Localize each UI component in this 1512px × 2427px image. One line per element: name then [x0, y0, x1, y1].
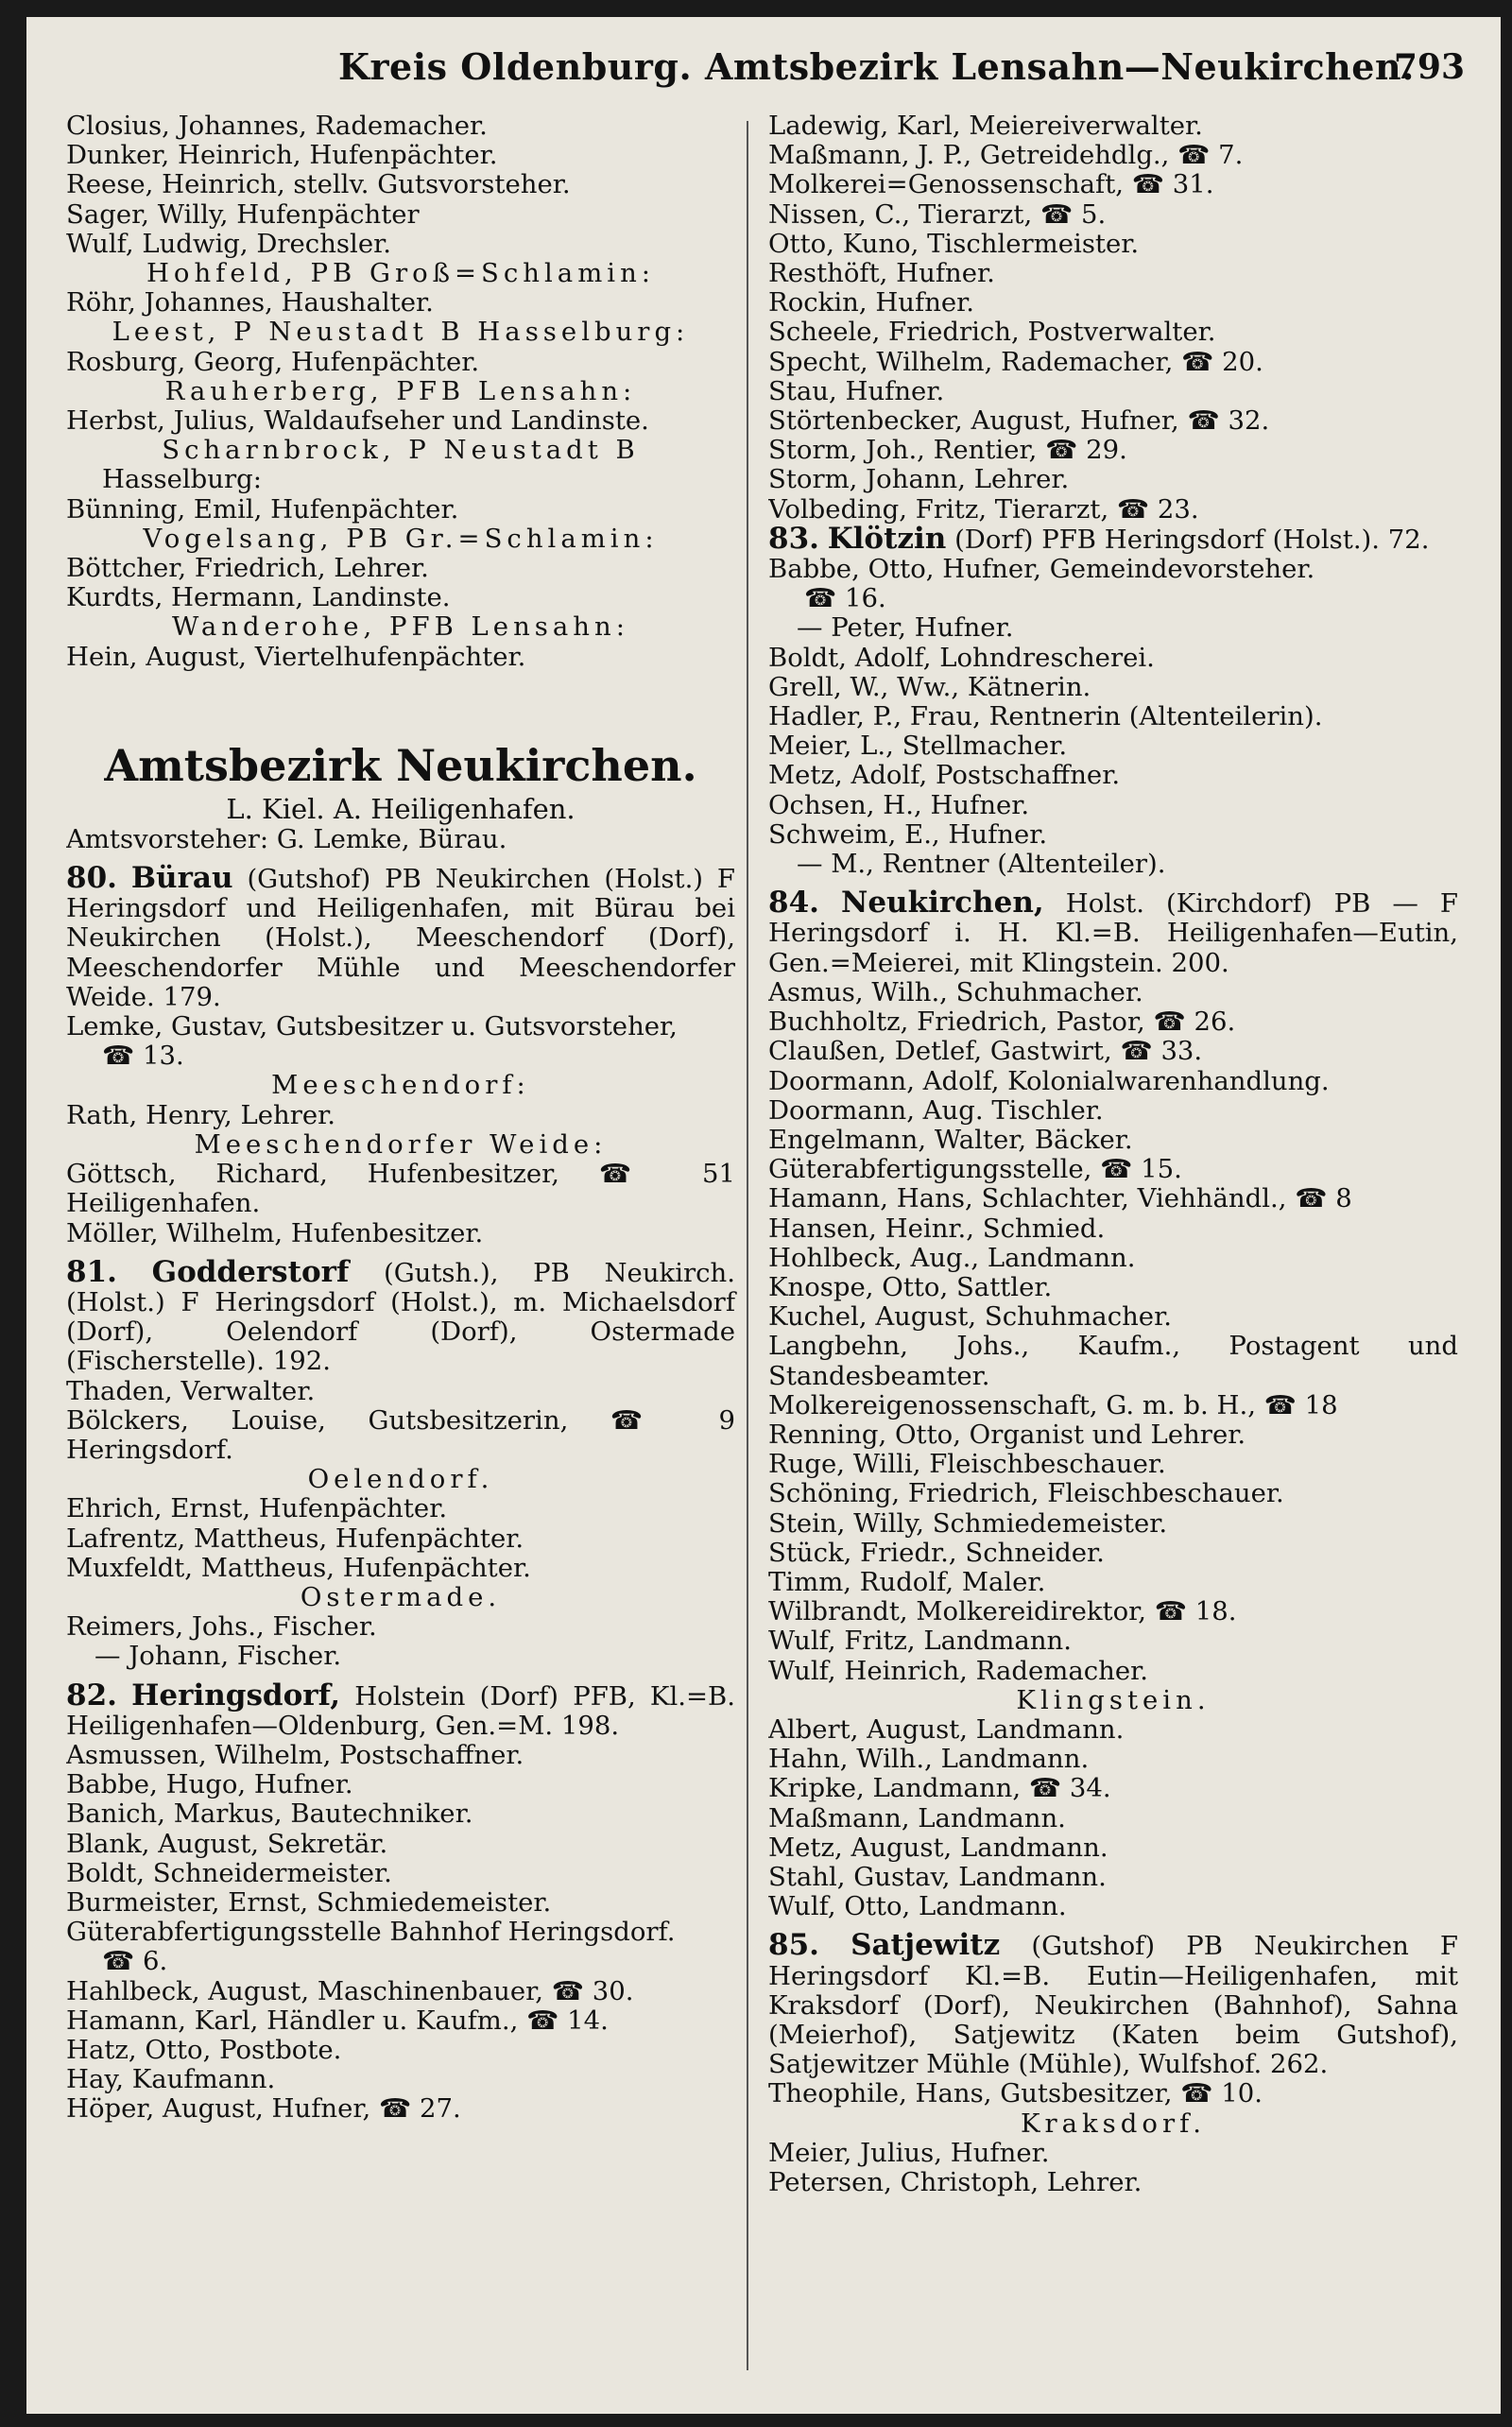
list-item: Wilbrandt, Molkereidirektor, ☎ 18.: [768, 1597, 1237, 1627]
list-item: Molkerei=Genossenschaft, ☎ 31.: [768, 170, 1214, 200]
list-item: Renning, Otto, Organist und Lehrer.: [768, 1420, 1246, 1450]
list-item: Maßmann, Landmann.: [768, 1803, 1066, 1833]
list-item: Specht, Wilhelm, Rademacher, ☎ 20.: [768, 347, 1263, 377]
list-item: Störtenbecker, August, Hufner, ☎ 32.: [768, 406, 1270, 437]
list-item: Maßmann, J. P., Getreidehdlg., ☎ 7.: [768, 141, 1244, 171]
list-item: Grell, W., Ww., Kätnerin.: [768, 672, 1091, 702]
entry-number: 84.: [768, 886, 819, 921]
list-item: Thaden, Verwalter.: [66, 1376, 316, 1406]
entry-number: 81.: [66, 1254, 117, 1289]
list-item: Schöning, Friedrich, Fleischbeschauer.: [768, 1479, 1284, 1509]
list-item: Volbeding, Fritz, Tierarzt, ☎ 23.: [768, 494, 1199, 525]
place-heading: Kraksdorf.: [1020, 2108, 1207, 2139]
list-item: Doormann, Adolf, Kolonialwarenhandlung.: [768, 1066, 1330, 1096]
list-item: — M., Rentner (Altenteiler).: [797, 850, 1166, 880]
list-item: Herbst, Julius, Waldaufseher und Landinste.: [66, 406, 649, 437]
list-item: Wulf, Ludwig, Drechsler.: [66, 229, 391, 259]
list-item: Blank, August, Sekretär.: [66, 1829, 388, 1859]
list-item: Hahn, Wilh., Landmann.: [768, 1745, 1090, 1775]
list-item: Rosburg, Georg, Hufenpächter.: [66, 347, 480, 377]
list-item: Güterabfertigungsstelle Bahnhof Heringsdorf.: [66, 1918, 676, 1948]
entry-number: 83.: [768, 521, 819, 556]
list-item: Hansen, Heinr., Schmied.: [768, 1214, 1106, 1244]
list-item: Babbe, Hugo, Hufner.: [66, 1770, 353, 1800]
list-item: Resthöft, Hufner.: [768, 259, 995, 289]
entry-84: [768, 888, 1458, 978]
list-item: Reese, Heinrich, stellv. Gutsvorsteher.: [66, 170, 571, 200]
entry-description: Holst. (Kirchdorf) PB — F Heringsdorf i. H. Kl.=B. Heiligenhafen—Eutin, Gen.=Meierei, mit Klingstein. 200.: [768, 888, 1458, 978]
list-item: Banich, Markus, Bautechniker.: [66, 1799, 473, 1830]
list-item: Böttcher, Friedrich, Lehrer.: [66, 554, 429, 584]
list-item: Hay, Kaufmann.: [66, 2065, 276, 2095]
entry-name: Heringsdorf,: [131, 1678, 341, 1713]
entry-81: [66, 1254, 736, 1377]
list-item: Meier, L., Stellmacher.: [768, 732, 1068, 762]
list-item: Sager, Willy, Hufenpächter: [66, 199, 420, 230]
list-item: — Johann, Fischer.: [94, 1642, 342, 1672]
list-item: Closius, Johannes, Rademacher.: [66, 112, 488, 141]
place-heading: Scharnbrock, P Neustadt B: [162, 435, 640, 466]
list-item: Röhr, Johannes, Haushalter.: [66, 288, 434, 318]
place-heading: Vogelsang, PB Gr.=Schlamin:: [143, 523, 659, 554]
left-column: [66, 112, 735, 2125]
list-item: Hohlbeck, Aug., Landmann.: [768, 1243, 1136, 1273]
list-item: Hahlbeck, August, Maschinenbauer, ☎ 30.: [66, 1976, 634, 2006]
list-item: Ladewig, Karl, Meiereiverwalter.: [768, 112, 1203, 141]
entry-number: 80.: [66, 861, 117, 896]
list-item: Göttsch, Richard, Hufenbesitzer, ☎ 51 Heiligenhafen.: [66, 1159, 735, 1219]
list-item: Otto, Kuno, Tischlermeister.: [768, 229, 1140, 259]
list-item: Wulf, Fritz, Landmann.: [768, 1627, 1072, 1657]
place-heading: Ostermade.: [300, 1581, 502, 1612]
list-item: Bölckers, Louise, Gutsbesitzerin, ☎ 9 Heringsdorf.: [66, 1404, 735, 1465]
list-item: Wulf, Otto, Landmann.: [768, 1892, 1067, 1922]
list-item: Metz, August, Landmann.: [768, 1833, 1108, 1863]
entry-description: (Gutshof) PB Neukirchen F Heringsdorf Kl.=B. Eutin—Heiligenhafen, mit Kraksdorf (Dorf), Neukirchen (Bahnhof), Sahna (Meierhof), Satjewitz (Katen beim Gutshof), Satjewitzer Mühle (Mühle), Wulfshof. 262.: [768, 1931, 1459, 2080]
entry-85: [768, 1928, 1459, 2080]
place-heading: Rauherberg, PFB Lensahn:: [164, 375, 637, 406]
list-item: Storm, Joh., Rentier, ☎ 29.: [768, 436, 1127, 466]
list-item: Stahl, Gustav, Landmann.: [768, 1862, 1107, 1892]
page-title: Kreis Oldenburg. Amtsbezirk Lensahn—Neukirchen.: [338, 45, 1415, 88]
list-item: Kuchel, August, Schuhmacher.: [768, 1302, 1172, 1333]
list-item: Möller, Wilhelm, Hufenbesitzer.: [66, 1218, 484, 1248]
list-item: Molkereigenossenschaft, G. m. b. H., ☎ 18: [768, 1390, 1338, 1420]
place-heading: Leest, P Neustadt B Hasselburg:: [112, 317, 690, 348]
page-header: [26, 45, 1501, 102]
entry-description: (Dorf) PFB Heringsdorf (Holst.). 72.: [954, 524, 1430, 555]
list-item: Stück, Friedr., Schneider.: [768, 1538, 1105, 1568]
list-item-cont: ☎ 16.: [804, 584, 886, 614]
list-item: Ochsen, H., Hufner.: [768, 790, 1030, 820]
list-item: Boldt, Adolf, Lohndrescherei.: [768, 643, 1155, 673]
list-item: Kripke, Landmann, ☎ 34.: [768, 1774, 1111, 1804]
list-item: Dunker, Heinrich, Hufenpächter.: [66, 141, 498, 171]
entry-name: Bürau: [130, 861, 233, 896]
section-amtsvorsteher: Amtsvorsteher: G. Lemke, Bürau.: [66, 824, 507, 854]
list-item: Petersen, Christoph, Lehrer.: [768, 2168, 1143, 2198]
list-item: — Peter, Hufner.: [797, 613, 1014, 644]
list-item: Lafrentz, Mattheus, Hufenpächter.: [66, 1523, 524, 1554]
list-item: Höper, August, Hufner, ☎ 27.: [66, 2094, 461, 2125]
section-subtitle: L. Kiel. A. Heiligenhafen.: [226, 792, 576, 825]
place-heading: Oelendorf.: [307, 1464, 494, 1495]
list-item: Schweim, E., Hufner.: [768, 819, 1048, 850]
entry-name: Satjewitz: [850, 1928, 1001, 1963]
entry-name: Godderstorf: [151, 1254, 350, 1289]
entry-83: [768, 521, 1458, 556]
list-item: Güterabfertigungsstelle, ☎ 15.: [768, 1155, 1182, 1185]
list-item: Hamann, Hans, Schlachter, Viehhändl., ☎ 8: [768, 1184, 1352, 1214]
place-heading: Klingstein.: [1016, 1684, 1211, 1715]
list-item: Meier, Julius, Hufner.: [768, 2138, 1050, 2168]
right-column: [768, 112, 1458, 2197]
place-heading: Hohfeld, PB Groß=Schlamin:: [146, 258, 656, 289]
entry-name: Klötzin: [827, 521, 947, 556]
entry-description: (Gutshof) PB Neukirchen (Holst.) F Heringsdorf und Heiligenhafen, mit Bürau bei Neukirchen (Holst.), Meeschendorf (Dorf), Meeschendorfer Mühle und Meeschendorfer Weide. 179.: [66, 864, 736, 1012]
list-item: Doormann, Aug. Tischler.: [768, 1095, 1104, 1126]
column-divider: [747, 121, 748, 2370]
list-item: Ehrich, Ernst, Hufenpächter.: [66, 1494, 448, 1524]
place-heading: Wanderohe, PFB Lensahn:: [171, 611, 629, 643]
list-item: Rockin, Hufner.: [768, 288, 975, 318]
list-item: Stau, Hufner.: [768, 376, 945, 406]
list-item: Timm, Rudolf, Maler.: [768, 1567, 1046, 1597]
list-item: Theophile, Hans, Gutsbesitzer, ☎ 10.: [768, 2079, 1263, 2109]
place-heading-cont: Hasselburg:: [102, 465, 263, 495]
list-item: Knospe, Otto, Sattler.: [768, 1272, 1053, 1302]
list-item: Nissen, C., Tierarzt, ☎ 5.: [768, 199, 1107, 230]
page-number: 793: [1393, 47, 1465, 87]
list-item: Claußen, Detlef, Gastwirt, ☎ 33.: [768, 1037, 1203, 1067]
list-item: Kurdts, Hermann, Landinste.: [66, 583, 451, 613]
list-item: Ruge, Willi, Fleischbeschauer.: [768, 1450, 1166, 1480]
place-heading: Meeschendorfer Weide:: [194, 1128, 608, 1160]
list-item: Rath, Henry, Lehrer.: [66, 1100, 335, 1130]
list-item: Babbe, Otto, Hufner, Gemeindevorsteher.: [768, 555, 1315, 585]
list-item: Scheele, Friedrich, Postverwalter.: [768, 318, 1216, 348]
list-item: Albert, August, Landmann.: [768, 1714, 1125, 1745]
entry-82: [66, 1678, 735, 1741]
list-item: Asmus, Wilh., Schuhmacher.: [768, 977, 1143, 1007]
entry-description: Holstein (Dorf) PFB, Kl.=B. Heiligenhafen—Oldenburg, Gen.=M. 198.: [66, 1680, 735, 1741]
list-item: Boldt, Schneidermeister.: [66, 1858, 392, 1888]
list-item: Engelmann, Walter, Bäcker.: [768, 1125, 1133, 1155]
list-item: Hatz, Otto, Postbote.: [66, 2035, 342, 2065]
list-item: Bünning, Emil, Hufenpächter.: [66, 494, 459, 525]
list-item: Lemke, Gustav, Gutsbesitzer u. Gutsvorsteher,: [66, 1012, 678, 1042]
entry-number: 85.: [768, 1928, 819, 1963]
list-item: Hamann, Karl, Händler u. Kaufm., ☎ 14.: [66, 2005, 609, 2036]
list-item: Buchholtz, Friedrich, Pastor, ☎ 26.: [768, 1007, 1236, 1038]
list-item: Wulf, Heinrich, Rademacher.: [768, 1656, 1148, 1686]
list-item: Muxfeldt, Mattheus, Hufenpächter.: [66, 1553, 531, 1583]
entry-number: 82.: [66, 1678, 117, 1713]
list-item: Asmussen, Wilhelm, Postschaffner.: [66, 1740, 524, 1770]
list-item: Burmeister, Ernst, Schmiedemeister.: [66, 1887, 552, 1918]
list-item-cont: ☎ 13.: [102, 1041, 184, 1072]
entry-name: Neukirchen,: [841, 886, 1044, 921]
list-item-cont: ☎ 6.: [102, 1947, 168, 1977]
list-item: Reimers, Johs., Fischer.: [66, 1612, 377, 1643]
entry-description: (Gutsh.), PB Neukirch. (Holst.) F Heringsdorf (Holst.), m. Michaelsdorf (Dorf), Oelendorf (Dorf), Ostermade (Fischerstelle). 192.: [66, 1257, 736, 1377]
document-page: [26, 17, 1501, 2414]
entry-80: [66, 861, 736, 1012]
section-title: Amtsbezirk Neukirchen.: [104, 739, 697, 791]
list-item: Hein, August, Viertelhufenpächter.: [66, 642, 526, 672]
list-item: Metz, Adolf, Postschaffner.: [768, 761, 1121, 791]
list-item: Stein, Willy, Schmiedemeister.: [768, 1508, 1168, 1539]
list-item: Storm, Johann, Lehrer.: [768, 465, 1070, 495]
list-item: Hadler, P., Frau, Rentnerin (Altenteilerin).: [768, 702, 1323, 732]
place-heading: Meeschendorf:: [271, 1070, 530, 1101]
list-item: Langbehn, Johs., Kaufm., Postagent und Standesbeamter.: [768, 1331, 1458, 1391]
